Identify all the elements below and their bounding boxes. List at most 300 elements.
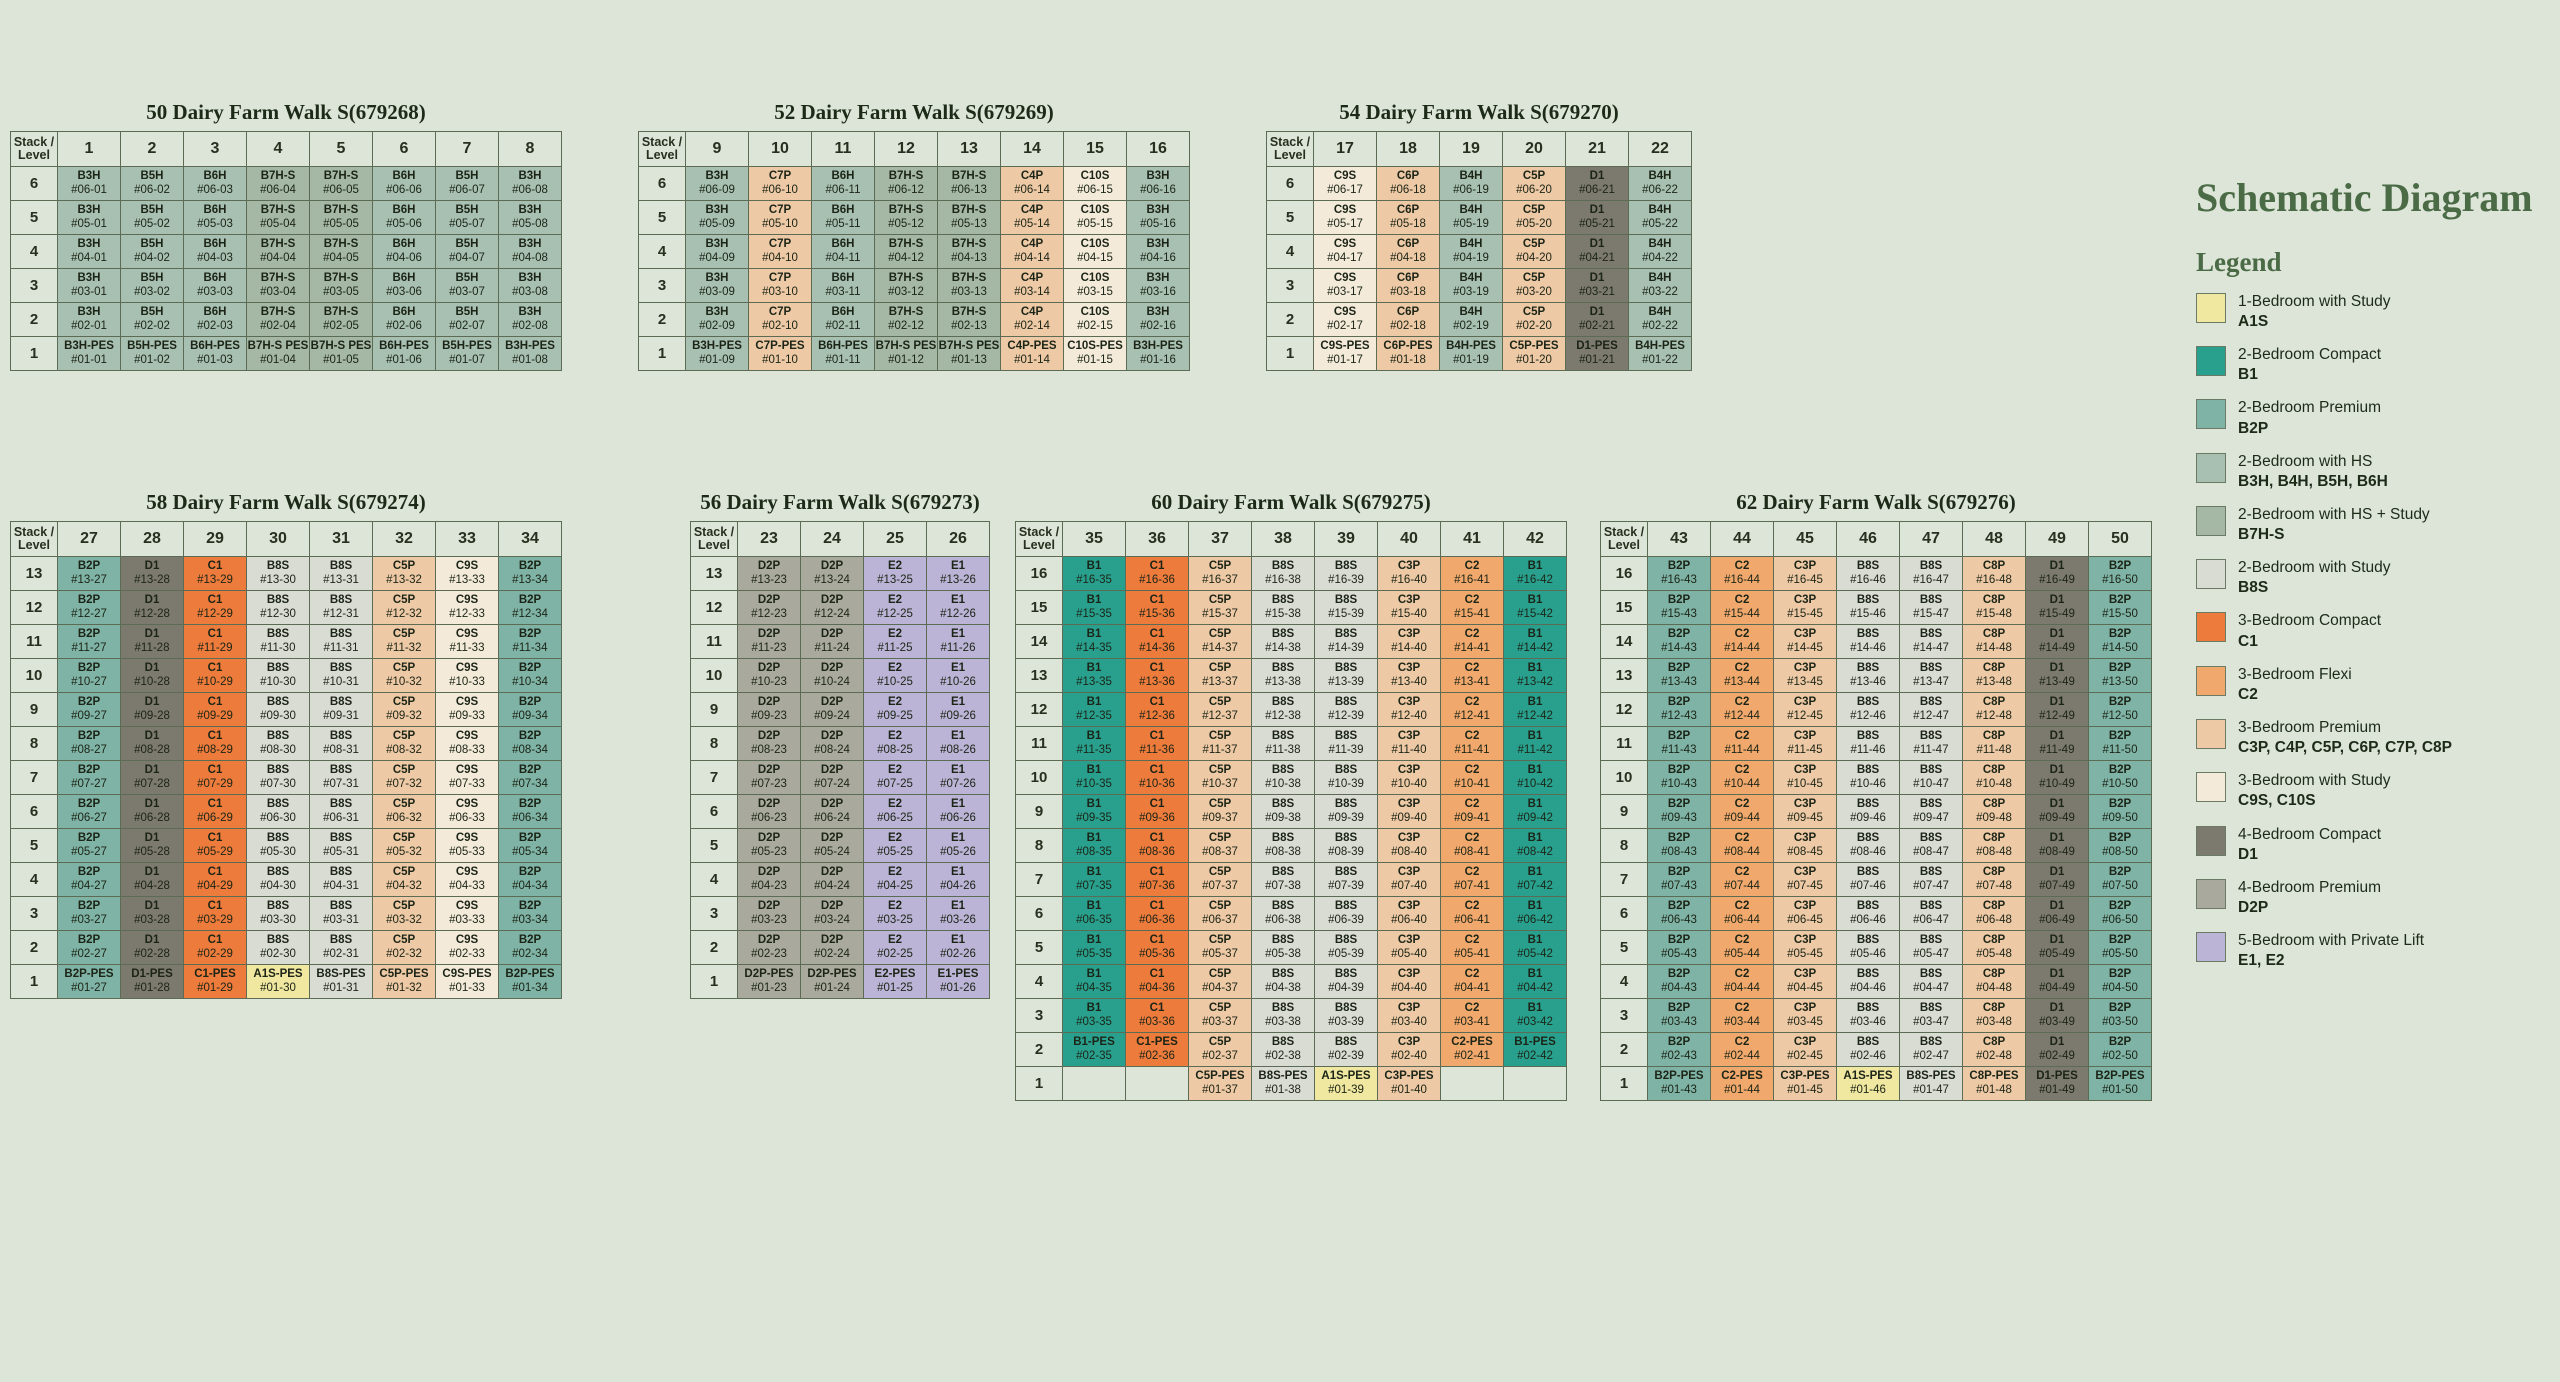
- unit-cell[interactable]: [310, 303, 373, 337]
- unit-cell[interactable]: [1063, 727, 1126, 761]
- unit-cell[interactable]: [1504, 829, 1567, 863]
- unit-cell[interactable]: [499, 235, 562, 269]
- unit-cell[interactable]: [310, 625, 373, 659]
- unit-cell[interactable]: [1504, 965, 1567, 999]
- unit-cell[interactable]: [1648, 591, 1711, 625]
- unit-cell[interactable]: [864, 557, 927, 591]
- unit-cell[interactable]: [1126, 761, 1189, 795]
- unit-cell[interactable]: [927, 829, 990, 863]
- unit-cell[interactable]: [121, 931, 184, 965]
- unit-cell[interactable]: [1315, 591, 1378, 625]
- unit-cell[interactable]: [1963, 591, 2026, 625]
- unit-cell[interactable]: [875, 167, 938, 201]
- unit-cell[interactable]: [1711, 931, 1774, 965]
- unit-cell[interactable]: [1900, 999, 1963, 1033]
- unit-cell[interactable]: [1377, 269, 1440, 303]
- unit-cell[interactable]: [499, 167, 562, 201]
- unit-cell[interactable]: [121, 965, 184, 999]
- unit-cell[interactable]: [1063, 557, 1126, 591]
- unit-cell[interactable]: [1063, 795, 1126, 829]
- unit-cell[interactable]: [1774, 795, 1837, 829]
- unit-cell[interactable]: [1774, 591, 1837, 625]
- unit-cell[interactable]: [121, 829, 184, 863]
- unit-cell[interactable]: [2089, 1067, 2152, 1101]
- unit-cell[interactable]: [1629, 201, 1692, 235]
- unit-cell[interactable]: [1837, 863, 1900, 897]
- unit-cell[interactable]: [1648, 659, 1711, 693]
- unit-cell[interactable]: [373, 931, 436, 965]
- unit-cell[interactable]: [121, 337, 184, 371]
- unit-cell[interactable]: [184, 897, 247, 931]
- unit-cell[interactable]: [1629, 337, 1692, 371]
- unit-cell[interactable]: [1900, 965, 1963, 999]
- unit-cell[interactable]: [2026, 557, 2089, 591]
- unit-cell[interactable]: [1064, 167, 1127, 201]
- unit-cell[interactable]: [373, 235, 436, 269]
- unit-cell[interactable]: [184, 727, 247, 761]
- unit-cell[interactable]: [184, 337, 247, 371]
- unit-cell[interactable]: [686, 235, 749, 269]
- unit-cell[interactable]: [749, 337, 812, 371]
- unit-cell[interactable]: [1837, 591, 1900, 625]
- unit-cell[interactable]: [1774, 659, 1837, 693]
- unit-cell[interactable]: [58, 201, 121, 235]
- unit-cell[interactable]: [1252, 897, 1315, 931]
- unit-cell[interactable]: [1064, 235, 1127, 269]
- unit-cell[interactable]: [1648, 1033, 1711, 1067]
- unit-cell[interactable]: [184, 761, 247, 795]
- unit-cell[interactable]: [121, 863, 184, 897]
- unit-cell[interactable]: [1126, 693, 1189, 727]
- unit-cell[interactable]: [499, 625, 562, 659]
- unit-cell[interactable]: [1711, 591, 1774, 625]
- unit-cell[interactable]: [499, 337, 562, 371]
- unit-cell[interactable]: [801, 897, 864, 931]
- unit-cell[interactable]: [1315, 829, 1378, 863]
- unit-cell[interactable]: [1837, 625, 1900, 659]
- unit-cell[interactable]: [1252, 557, 1315, 591]
- unit-cell[interactable]: [801, 931, 864, 965]
- unit-cell[interactable]: [1648, 897, 1711, 931]
- unit-cell[interactable]: [938, 303, 1001, 337]
- unit-cell[interactable]: [310, 829, 373, 863]
- unit-cell[interactable]: [2089, 557, 2152, 591]
- unit-cell[interactable]: [1378, 557, 1441, 591]
- unit-cell[interactable]: [121, 201, 184, 235]
- unit-cell[interactable]: [58, 591, 121, 625]
- unit-cell[interactable]: [1189, 659, 1252, 693]
- unit-cell[interactable]: [1900, 863, 1963, 897]
- unit-cell[interactable]: [1837, 829, 1900, 863]
- unit-cell[interactable]: [1900, 591, 1963, 625]
- unit-cell[interactable]: [1378, 965, 1441, 999]
- unit-cell[interactable]: [1189, 761, 1252, 795]
- unit-cell[interactable]: [1837, 795, 1900, 829]
- unit-cell[interactable]: [1127, 201, 1190, 235]
- unit-cell[interactable]: [1837, 1067, 1900, 1101]
- unit-cell[interactable]: [2026, 795, 2089, 829]
- unit-cell[interactable]: [749, 167, 812, 201]
- unit-cell[interactable]: [1377, 303, 1440, 337]
- unit-cell[interactable]: [1711, 659, 1774, 693]
- unit-cell[interactable]: [58, 269, 121, 303]
- unit-cell[interactable]: [373, 591, 436, 625]
- unit-cell[interactable]: [121, 795, 184, 829]
- unit-cell[interactable]: [436, 167, 499, 201]
- unit-cell[interactable]: [247, 659, 310, 693]
- unit-cell[interactable]: [184, 201, 247, 235]
- unit-cell[interactable]: [1315, 727, 1378, 761]
- unit-cell[interactable]: [927, 557, 990, 591]
- unit-cell[interactable]: [1378, 863, 1441, 897]
- unit-cell[interactable]: [1648, 999, 1711, 1033]
- unit-cell[interactable]: [1504, 1033, 1567, 1067]
- unit-cell[interactable]: [1001, 201, 1064, 235]
- unit-cell[interactable]: [1315, 863, 1378, 897]
- unit-cell[interactable]: [1648, 863, 1711, 897]
- unit-cell[interactable]: [184, 965, 247, 999]
- unit-cell[interactable]: [310, 557, 373, 591]
- unit-cell[interactable]: [738, 795, 801, 829]
- unit-cell[interactable]: [1648, 727, 1711, 761]
- unit-cell[interactable]: [1504, 659, 1567, 693]
- unit-cell[interactable]: [310, 659, 373, 693]
- unit-cell[interactable]: [1378, 795, 1441, 829]
- unit-cell[interactable]: [373, 795, 436, 829]
- unit-cell[interactable]: [1189, 625, 1252, 659]
- unit-cell[interactable]: [1648, 693, 1711, 727]
- unit-cell[interactable]: [1900, 1033, 1963, 1067]
- unit-cell[interactable]: [801, 795, 864, 829]
- unit-cell[interactable]: [310, 201, 373, 235]
- unit-cell[interactable]: [1900, 897, 1963, 931]
- unit-cell[interactable]: [812, 167, 875, 201]
- unit-cell[interactable]: [1063, 1033, 1126, 1067]
- unit-cell[interactable]: [310, 897, 373, 931]
- unit-cell[interactable]: [1063, 863, 1126, 897]
- unit-cell[interactable]: [499, 829, 562, 863]
- unit-cell[interactable]: [2089, 693, 2152, 727]
- unit-cell[interactable]: [1503, 201, 1566, 235]
- unit-cell[interactable]: [58, 625, 121, 659]
- unit-cell[interactable]: [738, 557, 801, 591]
- unit-cell[interactable]: [310, 761, 373, 795]
- unit-cell[interactable]: [1127, 269, 1190, 303]
- unit-cell[interactable]: [1711, 863, 1774, 897]
- unit-cell[interactable]: [373, 727, 436, 761]
- unit-cell[interactable]: [864, 727, 927, 761]
- unit-cell[interactable]: [1629, 303, 1692, 337]
- unit-cell[interactable]: [686, 167, 749, 201]
- unit-cell[interactable]: [1900, 693, 1963, 727]
- unit-cell[interactable]: [1837, 931, 1900, 965]
- unit-cell[interactable]: [738, 897, 801, 931]
- unit-cell[interactable]: [1629, 235, 1692, 269]
- unit-cell[interactable]: [1315, 761, 1378, 795]
- unit-cell[interactable]: [749, 303, 812, 337]
- unit-cell[interactable]: [927, 591, 990, 625]
- unit-cell[interactable]: [1314, 303, 1377, 337]
- unit-cell[interactable]: [1252, 829, 1315, 863]
- unit-cell[interactable]: [1711, 693, 1774, 727]
- unit-cell[interactable]: [686, 303, 749, 337]
- unit-cell[interactable]: [1503, 303, 1566, 337]
- unit-cell[interactable]: [875, 337, 938, 371]
- unit-cell[interactable]: [1441, 693, 1504, 727]
- unit-cell[interactable]: [1900, 727, 1963, 761]
- unit-cell[interactable]: [1378, 659, 1441, 693]
- unit-cell[interactable]: [436, 761, 499, 795]
- unit-cell[interactable]: [927, 727, 990, 761]
- unit-cell[interactable]: [927, 897, 990, 931]
- unit-cell[interactable]: [373, 303, 436, 337]
- unit-cell[interactable]: [2089, 659, 2152, 693]
- unit-cell[interactable]: [1441, 999, 1504, 1033]
- unit-cell[interactable]: [1001, 337, 1064, 371]
- unit-cell[interactable]: [1441, 1033, 1504, 1067]
- unit-cell[interactable]: [749, 235, 812, 269]
- unit-cell[interactable]: [499, 693, 562, 727]
- unit-cell[interactable]: [499, 727, 562, 761]
- unit-cell[interactable]: [1314, 337, 1377, 371]
- unit-cell[interactable]: [1566, 201, 1629, 235]
- unit-cell[interactable]: [310, 269, 373, 303]
- unit-cell[interactable]: [373, 167, 436, 201]
- unit-cell[interactable]: [1252, 863, 1315, 897]
- unit-cell[interactable]: [247, 829, 310, 863]
- unit-cell[interactable]: [1126, 557, 1189, 591]
- unit-cell[interactable]: [1189, 897, 1252, 931]
- unit-cell[interactable]: [58, 829, 121, 863]
- unit-cell[interactable]: [58, 931, 121, 965]
- unit-cell[interactable]: [1126, 625, 1189, 659]
- unit-cell[interactable]: [247, 557, 310, 591]
- unit-cell[interactable]: [58, 235, 121, 269]
- unit-cell[interactable]: [1126, 795, 1189, 829]
- unit-cell[interactable]: [927, 931, 990, 965]
- unit-cell[interactable]: [2026, 999, 2089, 1033]
- unit-cell[interactable]: [738, 693, 801, 727]
- unit-cell[interactable]: [121, 625, 184, 659]
- unit-cell[interactable]: [1711, 795, 1774, 829]
- unit-cell[interactable]: [1189, 727, 1252, 761]
- unit-cell[interactable]: [1440, 235, 1503, 269]
- unit-cell[interactable]: [1064, 303, 1127, 337]
- unit-cell[interactable]: [1504, 693, 1567, 727]
- unit-cell[interactable]: [1504, 897, 1567, 931]
- unit-cell[interactable]: [1440, 303, 1503, 337]
- unit-cell[interactable]: [184, 659, 247, 693]
- unit-cell[interactable]: [310, 965, 373, 999]
- unit-cell[interactable]: [1315, 693, 1378, 727]
- unit-cell[interactable]: [436, 863, 499, 897]
- unit-cell[interactable]: [373, 829, 436, 863]
- unit-cell[interactable]: [1252, 931, 1315, 965]
- unit-cell[interactable]: [184, 557, 247, 591]
- unit-cell[interactable]: [1566, 167, 1629, 201]
- unit-cell[interactable]: [1441, 795, 1504, 829]
- unit-cell[interactable]: [1315, 1033, 1378, 1067]
- unit-cell[interactable]: [1064, 269, 1127, 303]
- unit-cell[interactable]: [184, 931, 247, 965]
- unit-cell[interactable]: [1441, 931, 1504, 965]
- unit-cell[interactable]: [1063, 829, 1126, 863]
- unit-cell[interactable]: [1711, 761, 1774, 795]
- unit-cell[interactable]: [1837, 761, 1900, 795]
- unit-cell[interactable]: [1503, 337, 1566, 371]
- unit-cell[interactable]: [1900, 795, 1963, 829]
- unit-cell[interactable]: [1127, 337, 1190, 371]
- unit-cell[interactable]: [938, 201, 1001, 235]
- unit-cell[interactable]: [184, 795, 247, 829]
- unit-cell[interactable]: [373, 201, 436, 235]
- unit-cell[interactable]: [1774, 557, 1837, 591]
- unit-cell[interactable]: [1648, 965, 1711, 999]
- unit-cell[interactable]: [247, 965, 310, 999]
- unit-cell[interactable]: [812, 337, 875, 371]
- unit-cell[interactable]: [373, 863, 436, 897]
- unit-cell[interactable]: [1252, 999, 1315, 1033]
- unit-cell[interactable]: [121, 897, 184, 931]
- unit-cell[interactable]: [927, 795, 990, 829]
- unit-cell[interactable]: [1774, 1033, 1837, 1067]
- unit-cell[interactable]: [864, 795, 927, 829]
- unit-cell[interactable]: [2089, 931, 2152, 965]
- unit-cell[interactable]: [1837, 1033, 1900, 1067]
- unit-cell[interactable]: [1441, 965, 1504, 999]
- unit-cell[interactable]: [1127, 303, 1190, 337]
- unit-cell[interactable]: [1189, 693, 1252, 727]
- unit-cell[interactable]: [436, 659, 499, 693]
- unit-cell[interactable]: [938, 235, 1001, 269]
- unit-cell[interactable]: [1063, 999, 1126, 1033]
- unit-cell[interactable]: [373, 761, 436, 795]
- unit-cell[interactable]: [247, 591, 310, 625]
- unit-cell[interactable]: [247, 201, 310, 235]
- unit-cell[interactable]: [121, 235, 184, 269]
- unit-cell[interactable]: [2089, 591, 2152, 625]
- unit-cell[interactable]: [310, 727, 373, 761]
- unit-cell[interactable]: [1063, 931, 1126, 965]
- unit-cell[interactable]: [499, 965, 562, 999]
- unit-cell[interactable]: [1315, 557, 1378, 591]
- unit-cell[interactable]: [310, 235, 373, 269]
- unit-cell[interactable]: [1837, 965, 1900, 999]
- unit-cell[interactable]: [2089, 829, 2152, 863]
- unit-cell[interactable]: [58, 761, 121, 795]
- unit-cell[interactable]: [1503, 235, 1566, 269]
- unit-cell[interactable]: [184, 829, 247, 863]
- unit-cell[interactable]: [247, 727, 310, 761]
- unit-cell[interactable]: [2026, 659, 2089, 693]
- unit-cell[interactable]: [738, 829, 801, 863]
- unit-cell[interactable]: [58, 897, 121, 931]
- unit-cell[interactable]: [864, 863, 927, 897]
- unit-cell[interactable]: [121, 557, 184, 591]
- unit-cell[interactable]: [121, 659, 184, 693]
- unit-cell[interactable]: [2089, 999, 2152, 1033]
- unit-cell[interactable]: [1315, 965, 1378, 999]
- unit-cell[interactable]: [1189, 931, 1252, 965]
- unit-cell[interactable]: [1315, 931, 1378, 965]
- unit-cell[interactable]: [247, 235, 310, 269]
- unit-cell[interactable]: [1774, 999, 1837, 1033]
- unit-cell[interactable]: [1189, 1033, 1252, 1067]
- unit-cell[interactable]: [1001, 269, 1064, 303]
- unit-cell[interactable]: [801, 727, 864, 761]
- unit-cell[interactable]: [1189, 965, 1252, 999]
- unit-cell[interactable]: [1711, 897, 1774, 931]
- unit-cell[interactable]: [1189, 863, 1252, 897]
- unit-cell[interactable]: [1315, 659, 1378, 693]
- unit-cell[interactable]: [1963, 557, 2026, 591]
- unit-cell[interactable]: [875, 269, 938, 303]
- unit-cell[interactable]: [499, 303, 562, 337]
- unit-cell[interactable]: [1252, 1067, 1315, 1101]
- unit-cell[interactable]: [1189, 591, 1252, 625]
- unit-cell[interactable]: [686, 201, 749, 235]
- unit-cell[interactable]: [2026, 1033, 2089, 1067]
- unit-cell[interactable]: [1315, 795, 1378, 829]
- unit-cell[interactable]: [499, 269, 562, 303]
- unit-cell[interactable]: [2089, 727, 2152, 761]
- unit-cell[interactable]: [749, 269, 812, 303]
- unit-cell[interactable]: [58, 727, 121, 761]
- unit-cell[interactable]: [1837, 659, 1900, 693]
- unit-cell[interactable]: [1126, 659, 1189, 693]
- unit-cell[interactable]: [1711, 965, 1774, 999]
- unit-cell[interactable]: [1441, 659, 1504, 693]
- unit-cell[interactable]: [121, 167, 184, 201]
- unit-cell[interactable]: [2026, 965, 2089, 999]
- unit-cell[interactable]: [1774, 727, 1837, 761]
- unit-cell[interactable]: [2089, 863, 2152, 897]
- unit-cell[interactable]: [875, 201, 938, 235]
- unit-cell[interactable]: [927, 625, 990, 659]
- unit-cell[interactable]: [1126, 829, 1189, 863]
- unit-cell[interactable]: [1126, 1033, 1189, 1067]
- unit-cell[interactable]: [1189, 795, 1252, 829]
- unit-cell[interactable]: [1711, 727, 1774, 761]
- unit-cell[interactable]: [738, 965, 801, 999]
- unit-cell[interactable]: [1189, 557, 1252, 591]
- unit-cell[interactable]: [499, 897, 562, 931]
- unit-cell[interactable]: [1378, 693, 1441, 727]
- unit-cell[interactable]: [1963, 659, 2026, 693]
- unit-cell[interactable]: [1441, 897, 1504, 931]
- unit-cell[interactable]: [1063, 761, 1126, 795]
- unit-cell[interactable]: [1314, 201, 1377, 235]
- unit-cell[interactable]: [686, 337, 749, 371]
- unit-cell[interactable]: [1315, 625, 1378, 659]
- unit-cell[interactable]: [310, 863, 373, 897]
- unit-cell[interactable]: [812, 303, 875, 337]
- unit-cell[interactable]: [1001, 303, 1064, 337]
- unit-cell[interactable]: [436, 897, 499, 931]
- unit-cell[interactable]: [1063, 659, 1126, 693]
- unit-cell[interactable]: [927, 863, 990, 897]
- unit-cell[interactable]: [373, 625, 436, 659]
- unit-cell[interactable]: [1126, 897, 1189, 931]
- unit-cell[interactable]: [1126, 863, 1189, 897]
- unit-cell[interactable]: [927, 659, 990, 693]
- unit-cell[interactable]: [1441, 591, 1504, 625]
- unit-cell[interactable]: [1837, 557, 1900, 591]
- unit-cell[interactable]: [1063, 591, 1126, 625]
- unit-cell[interactable]: [1629, 269, 1692, 303]
- unit-cell[interactable]: [1440, 201, 1503, 235]
- unit-cell[interactable]: [1504, 727, 1567, 761]
